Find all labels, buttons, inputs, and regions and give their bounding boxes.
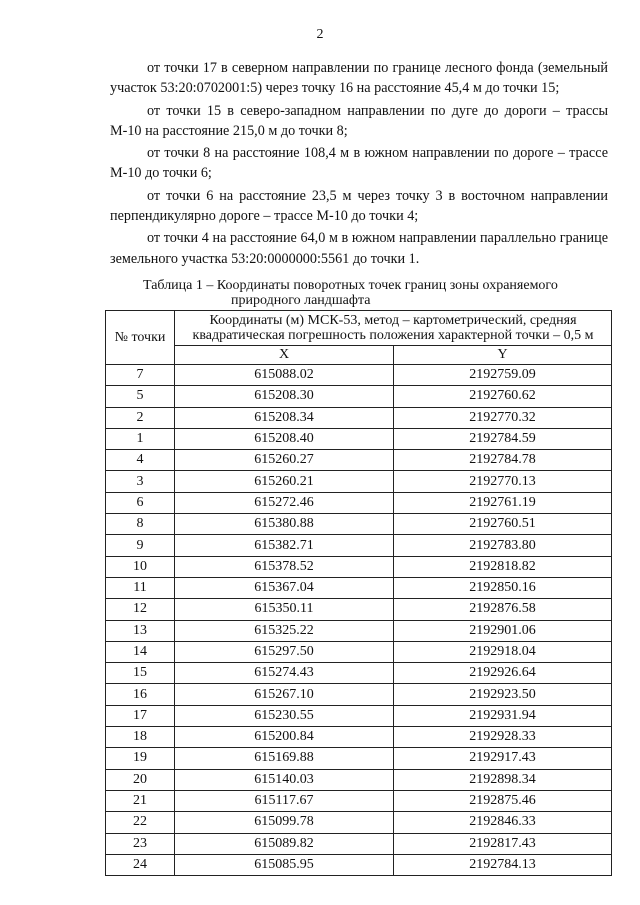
table-row bbox=[106, 663, 612, 684]
table-caption bbox=[143, 278, 608, 308]
cell-num: 9 bbox=[106, 535, 175, 556]
cell-x: 615325.22 bbox=[175, 620, 394, 641]
cell-y: 2192928.33 bbox=[394, 727, 612, 748]
cell-y: 2192760.62 bbox=[394, 386, 612, 407]
cell-num: 17 bbox=[106, 705, 175, 726]
cell-y: 2192770.13 bbox=[394, 471, 612, 492]
cell-y: 2192760.51 bbox=[394, 514, 612, 535]
cell-num: 14 bbox=[106, 641, 175, 662]
cell-num: 24 bbox=[106, 854, 175, 875]
cell-x: 615378.52 bbox=[175, 556, 394, 577]
cell-y: 2192759.09 bbox=[394, 365, 612, 386]
cell-num: 20 bbox=[106, 769, 175, 790]
cell-num: 11 bbox=[106, 577, 175, 598]
table-row bbox=[106, 620, 612, 641]
cell-num: 3 bbox=[106, 471, 175, 492]
cell-y: 2192923.50 bbox=[394, 684, 612, 705]
table-row bbox=[106, 492, 612, 513]
cell-y: 2192931.94 bbox=[394, 705, 612, 726]
cell-x: 615099.78 bbox=[175, 812, 394, 833]
cell-y: 2192901.06 bbox=[394, 620, 612, 641]
cell-num: 2 bbox=[106, 407, 175, 428]
cell-num: 16 bbox=[106, 684, 175, 705]
paragraph: от точки 8 на расстояние 108,4 м в южном направлении по дороге – трассе М-10 до точки 6; bbox=[110, 145, 608, 182]
cell-num: 10 bbox=[106, 556, 175, 577]
cell-num: 6 bbox=[106, 492, 175, 513]
cell-y: 2192846.33 bbox=[394, 812, 612, 833]
cell-num: 13 bbox=[106, 620, 175, 641]
coordinates-table bbox=[105, 310, 612, 876]
page-number: 2 bbox=[316, 27, 324, 42]
table-row bbox=[106, 790, 612, 811]
table-row bbox=[106, 577, 612, 598]
cell-x: 615117.67 bbox=[175, 790, 394, 811]
cell-y: 2192898.34 bbox=[394, 769, 612, 790]
cell-y: 2192818.82 bbox=[394, 556, 612, 577]
cell-y: 2192875.46 bbox=[394, 790, 612, 811]
body-text bbox=[110, 58, 608, 271]
cell-x: 615208.34 bbox=[175, 407, 394, 428]
cell-num: 8 bbox=[106, 514, 175, 535]
paragraph: от точки 6 на расстояние 23,5 м через точку 3 в восточном направлении перпендикулярно дороге – трассе М-10 до точки 4; bbox=[110, 187, 608, 225]
cell-x: 615367.04 bbox=[175, 577, 394, 598]
cell-num: 4 bbox=[106, 450, 175, 471]
cell-num: 5 bbox=[106, 386, 175, 407]
cell-num: 7 bbox=[106, 365, 175, 386]
table-row bbox=[106, 833, 612, 854]
cell-num: 19 bbox=[106, 748, 175, 769]
table-row bbox=[106, 365, 612, 386]
cell-y: 2192876.58 bbox=[394, 599, 612, 620]
cell-x: 615350.11 bbox=[175, 599, 394, 620]
cell-x: 615200.84 bbox=[175, 727, 394, 748]
table-row bbox=[106, 705, 612, 726]
table-row bbox=[106, 514, 612, 535]
column-header-x: X bbox=[175, 346, 394, 365]
column-header-coordinates: Координаты (м) МСК-53, метод – картометрический, средняя квадратическая погрешность положения характерной точки – 0,5 м bbox=[175, 311, 612, 346]
table-row bbox=[106, 812, 612, 833]
cell-y: 2192850.16 bbox=[394, 577, 612, 598]
table-row bbox=[106, 386, 612, 407]
paragraph: от точки 15 в северо-западном направлении по дуге до дороги – трассы М-10 на расстояние 215,0 м до точки 8; bbox=[110, 102, 608, 139]
column-header-y: Y bbox=[394, 346, 612, 365]
cell-x: 615260.21 bbox=[175, 471, 394, 492]
cell-x: 615085.95 bbox=[175, 854, 394, 875]
cell-y: 2192926.64 bbox=[394, 663, 612, 684]
cell-x: 615267.10 bbox=[175, 684, 394, 705]
cell-x: 615208.30 bbox=[175, 386, 394, 407]
cell-x: 615380.88 bbox=[175, 514, 394, 535]
cell-num: 15 bbox=[106, 663, 175, 684]
table-row bbox=[106, 535, 612, 556]
cell-x: 615089.82 bbox=[175, 833, 394, 854]
table-row bbox=[106, 854, 612, 875]
cell-x: 615140.03 bbox=[175, 769, 394, 790]
table-row bbox=[106, 641, 612, 662]
paragraph: от точки 4 на расстояние 64,0 м в южном направлении параллельно границе земельного участка 53:20:0000000:5561 до точки 1. bbox=[110, 230, 608, 267]
table-row bbox=[106, 599, 612, 620]
cell-y: 2192917.43 bbox=[394, 748, 612, 769]
cell-x: 615297.50 bbox=[175, 641, 394, 662]
paragraph: от точки 17 в северном направлении по границе лесного фонда (земельный участок 53:20:0702001:5) через точку 16 на расстояние 45,4 м до точки 15; bbox=[110, 60, 608, 97]
cell-num: 12 bbox=[106, 599, 175, 620]
table-row bbox=[106, 748, 612, 769]
cell-x: 615382.71 bbox=[175, 535, 394, 556]
cell-x: 615169.88 bbox=[175, 748, 394, 769]
cell-y: 2192817.43 bbox=[394, 833, 612, 854]
table-row bbox=[106, 727, 612, 748]
table-row bbox=[106, 769, 612, 790]
table-row bbox=[106, 428, 612, 449]
cell-x: 615208.40 bbox=[175, 428, 394, 449]
table-row bbox=[106, 450, 612, 471]
cell-x: 615272.46 bbox=[175, 492, 394, 513]
cell-y: 2192918.04 bbox=[394, 641, 612, 662]
cell-x: 615260.27 bbox=[175, 450, 394, 471]
cell-num: 23 bbox=[106, 833, 175, 854]
table-row bbox=[106, 684, 612, 705]
table-row bbox=[106, 407, 612, 428]
cell-num: 22 bbox=[106, 812, 175, 833]
cell-x: 615088.02 bbox=[175, 365, 394, 386]
coordinates-table-body bbox=[106, 365, 612, 876]
cell-y: 2192784.59 bbox=[394, 428, 612, 449]
cell-y: 2192784.78 bbox=[394, 450, 612, 471]
table-row bbox=[106, 471, 612, 492]
table-caption-line1: Таблица 1 – Координаты поворотных точек границ зоны охраняемого bbox=[143, 278, 558, 293]
table-caption-line2: природного ландшафта bbox=[231, 293, 371, 308]
table-row bbox=[106, 556, 612, 577]
cell-y: 2192770.32 bbox=[394, 407, 612, 428]
cell-x: 615274.43 bbox=[175, 663, 394, 684]
cell-y: 2192783.80 bbox=[394, 535, 612, 556]
cell-num: 18 bbox=[106, 727, 175, 748]
cell-num: 1 bbox=[106, 428, 175, 449]
column-header-point-number: № точки bbox=[106, 311, 175, 365]
cell-y: 2192761.19 bbox=[394, 492, 612, 513]
cell-y: 2192784.13 bbox=[394, 854, 612, 875]
cell-num: 21 bbox=[106, 790, 175, 811]
cell-x: 615230.55 bbox=[175, 705, 394, 726]
